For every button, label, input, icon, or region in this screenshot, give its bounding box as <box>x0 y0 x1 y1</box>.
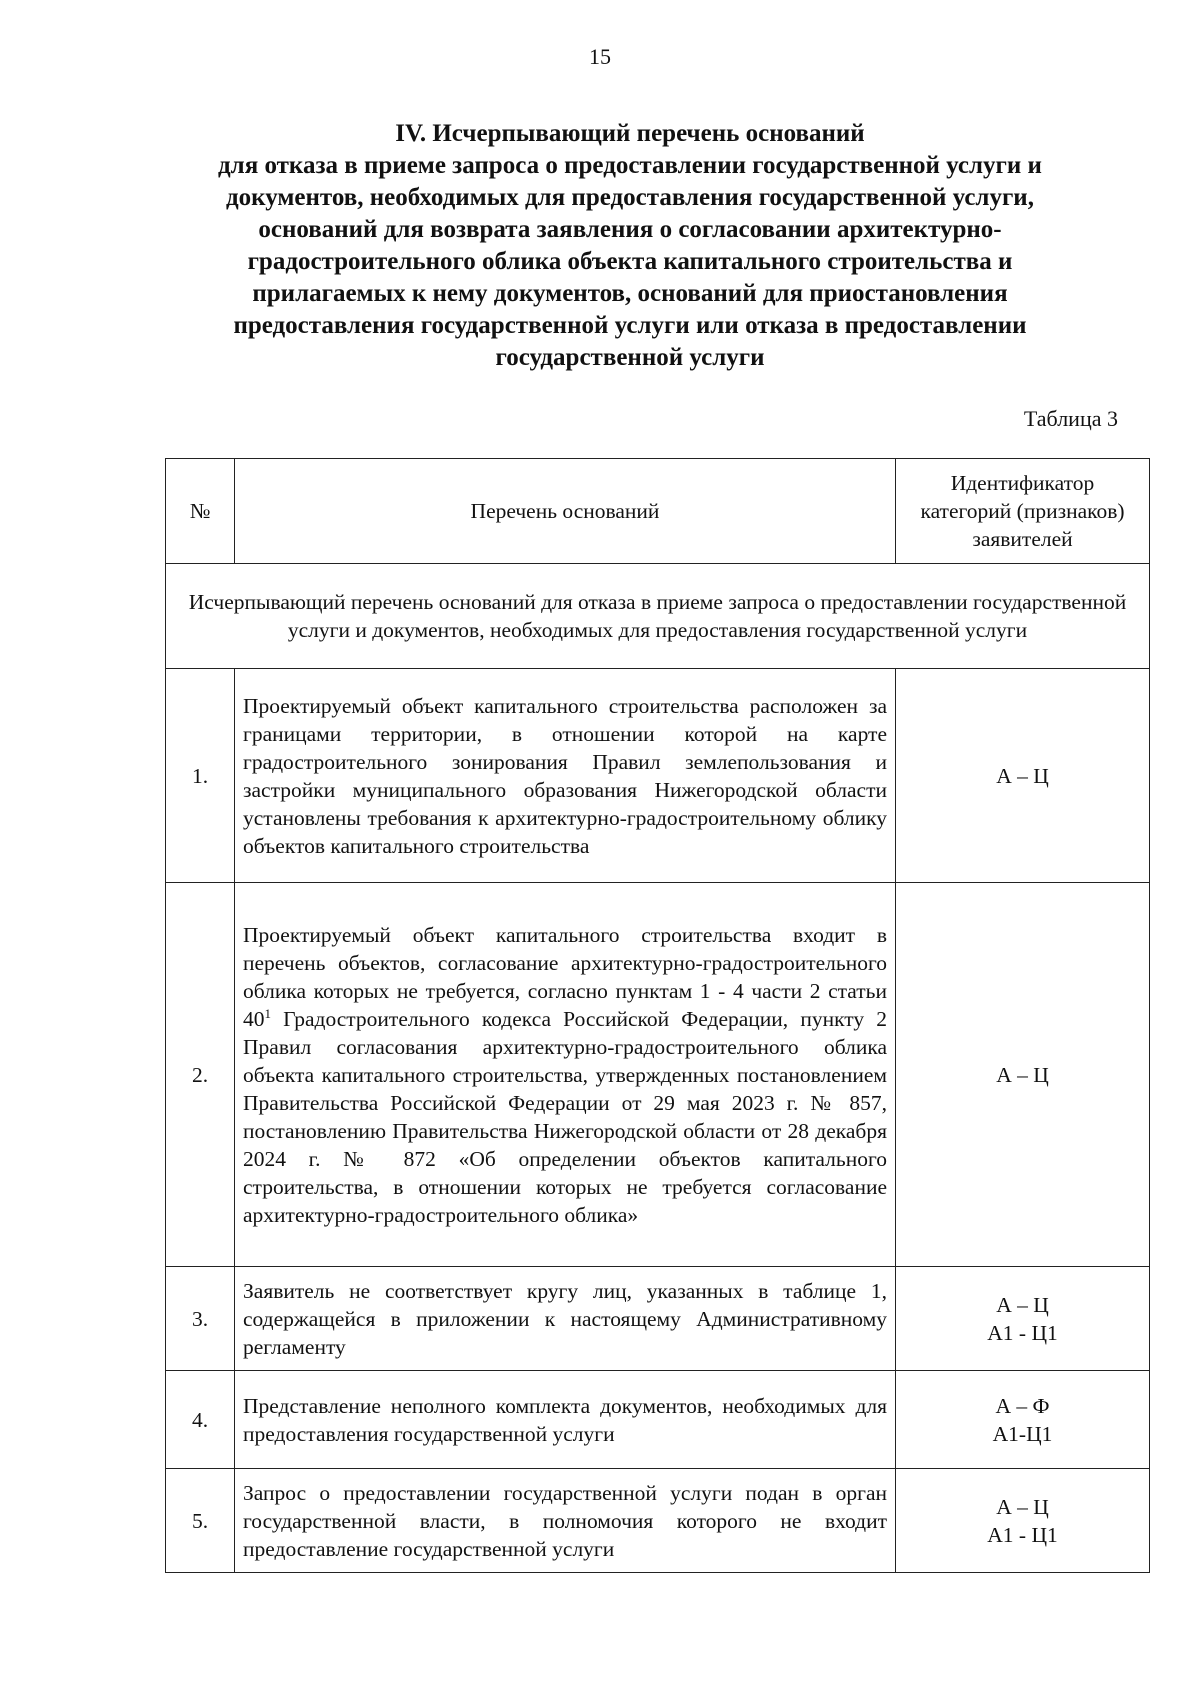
table-row <box>166 1371 1150 1469</box>
row-identifier <box>896 1371 1150 1469</box>
identifier-code: А – Ц <box>996 1062 1049 1087</box>
identifier-code: А1 - Ц1 <box>987 1522 1058 1547</box>
section-title-line: оснований для возврата заявления о согласовании архитектурно- <box>258 216 1002 243</box>
table-header-row <box>166 459 1150 564</box>
table-subheading-row <box>166 564 1150 669</box>
row-identifier <box>896 883 1150 1267</box>
row-number: 4. <box>166 1371 235 1469</box>
header-identifier: Идентификатор категорий (признаков) заявителей <box>896 459 1150 564</box>
identifier-code: А1-Ц1 <box>992 1421 1053 1446</box>
section-title-line: для отказа в приеме запроса о предоставлении государственной услуги и <box>218 152 1042 179</box>
section-title-line: государственной услуги <box>495 344 765 371</box>
row-grounds-text: Представление неполного комплекта документов, необходимых для предоставления государственной услуги <box>235 1371 896 1469</box>
row-grounds-text: Проектируемый объект капитального строительства расположен за границами территории, в отношении которой на карте градостроительного зонирования Правил землепользования и застройки муниципального образования Нижегородской области установлены требования к архитектурно-градостроительному облику объектов капитального строительства <box>235 669 896 883</box>
row-number: 5. <box>166 1469 235 1573</box>
section-title-line: предоставления государственной услуги или отказа в предоставлении <box>233 312 1027 339</box>
table-row <box>166 669 1150 883</box>
row-identifier <box>896 669 1150 883</box>
table-row <box>166 883 1150 1267</box>
row-grounds-text: Заявитель не соответствует кругу лиц, указанных в таблице 1, содержащейся в приложении к настоящему Административному регламенту <box>235 1267 896 1371</box>
page-number: 15 <box>589 44 611 69</box>
table-row <box>166 1469 1150 1573</box>
row-identifier <box>896 1267 1150 1371</box>
row-number: 1. <box>166 669 235 883</box>
section-title-line: IV. Исчерпывающий перечень оснований <box>395 120 865 147</box>
row-number: 2. <box>166 883 235 1267</box>
row-text-part: Градостроительного кодекса Российской Федерации, пункту 2 Правил согласования архитектурно-градостроительного облика объекта капитального строительства, утвержденных постановлением Правительства Российской Федерации от 29 мая 2023 г. № 857, постановлению Правительства Нижегородской области от 28 декабря 2024 г. № 872 «Об определении объектов капитального строительства, в отношении которых не требуется согласование архитектурно-градостроительного облика» <box>243 1006 887 1227</box>
header-grounds: Перечень оснований <box>235 459 896 564</box>
identifier-code: А – Ц <box>996 1292 1049 1317</box>
identifier-code: А – Ц <box>996 1494 1049 1519</box>
header-num: № <box>166 459 235 564</box>
row-text-part: Проектируемый объект капитального строительства входит в перечень объектов, согласование архитектурно-градостроительного облика которых не требуется, согласно пунктам 1 - 4 части 2 статьи 40 <box>243 922 887 1031</box>
table-caption: Таблица 3 <box>1023 406 1118 431</box>
section-title-line: градостроительного облика объекта капитального строительства и <box>247 248 1013 275</box>
row-identifier <box>896 1469 1150 1573</box>
identifier-code: А – Ц <box>996 763 1049 788</box>
table-subheading: Исчерпывающий перечень оснований для отказа в приеме запроса о предоставлении государственной услуги и документов, необходимых для предоставления государственной услуги <box>166 564 1150 669</box>
row-grounds-text <box>235 883 896 1267</box>
identifier-code: А – Ф <box>995 1393 1050 1418</box>
row-number: 3. <box>166 1267 235 1371</box>
table-row <box>166 1267 1150 1371</box>
row-grounds-text: Запрос о предоставлении государственной услуги подан в орган государственной власти, в полномочия которого не входит предоставление государственной услуги <box>235 1469 896 1573</box>
section-title-line: документов, необходимых для предоставления государственной услуги, <box>226 184 1034 211</box>
section-title <box>150 118 1110 374</box>
section-title-line: прилагаемых к нему документов, оснований для приостановления <box>252 280 1008 307</box>
identifier-code: А1 - Ц1 <box>987 1320 1058 1345</box>
grounds-table <box>165 458 1150 1573</box>
superscript: 1 <box>264 1005 271 1021</box>
